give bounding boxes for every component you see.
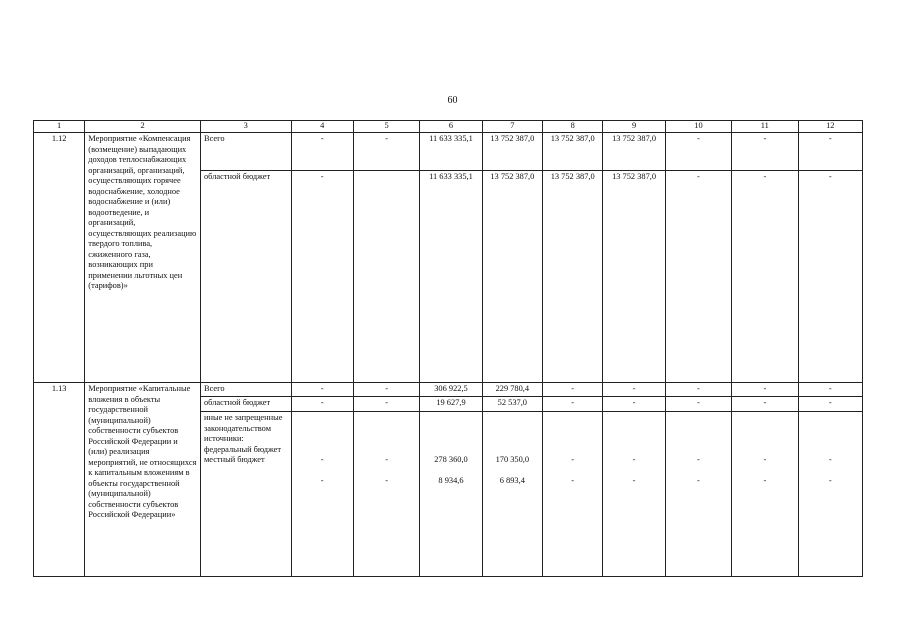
value-cell: -: [543, 397, 603, 412]
value-cell: -: [665, 171, 731, 383]
value-cell: -: [543, 383, 603, 397]
value-cell: 13 752 387,0: [543, 171, 603, 383]
funding-source: областной бюджет: [200, 171, 291, 383]
value-local: 8 934,6: [438, 475, 464, 485]
value-cell: -: [291, 171, 353, 383]
funding-table: [33, 120, 863, 577]
value-cell: 13 752 387,0: [603, 171, 665, 383]
page-number: 60: [447, 95, 458, 106]
value-cell: [732, 412, 798, 577]
value-cell: 13 752 387,0: [543, 133, 603, 171]
value-cell: 13 752 387,0: [603, 133, 665, 171]
value-federal: -: [763, 455, 767, 464]
header-cell: 8: [543, 121, 603, 133]
header-cell: 5: [353, 121, 419, 133]
value-local: -: [697, 475, 700, 485]
value-local: 6 893,4: [499, 475, 525, 485]
value-cell: 11 633 335,1: [420, 171, 482, 383]
value-federal: -: [828, 455, 832, 464]
table-row: [34, 383, 863, 397]
value-local: -: [320, 475, 324, 485]
header-cell: 11: [732, 121, 798, 133]
value-cell: -: [291, 133, 353, 171]
value-local: -: [632, 475, 636, 485]
item-number: 1.13: [34, 383, 85, 577]
value-cell: -: [353, 397, 419, 412]
item-name: Мероприятие «Компенсация (возмещение) выпадающих доходов теплоснабжающих организаций, организаций, осуществляющих горячее водоснабжение, холодное водоснабжение и (или) водоотведение, и организаций, осуществляющих реализацию твердого топлива, сжиженного газа, возникающих при применении льготных цен (тарифов)»: [85, 133, 201, 383]
header-cell: 3: [200, 121, 291, 133]
value-cell: [603, 412, 665, 577]
header-cell: 6: [420, 121, 482, 133]
value-local: -: [828, 475, 832, 485]
header-cell: 12: [798, 121, 862, 133]
value-cell: -: [291, 397, 353, 412]
value-local: -: [385, 475, 388, 485]
value-cell: -: [291, 383, 353, 397]
header-cell: 1: [34, 121, 85, 133]
value-federal: 170 350,0: [495, 455, 530, 464]
value-local: -: [763, 475, 767, 485]
value-cell: -: [732, 383, 798, 397]
header-cell: 4: [291, 121, 353, 133]
value-cell: 11 633 335,1: [420, 133, 482, 171]
value-cell: [291, 412, 353, 577]
value-federal: 278 360,0: [434, 455, 468, 464]
value-cell: [482, 412, 542, 577]
funding-source: Всего: [200, 383, 291, 397]
value-cell: -: [353, 383, 419, 397]
item-name: Мероприятие «Капитальные вложения в объекты государственной (муниципальной) собственности субъектов Российской Федерации и (или) реализация мероприятий, не относящихся к капитальным вложениям в объекты государственной (муниципальной) собственности субъектов Российской Федерации»: [85, 383, 201, 577]
value-cell: -: [798, 171, 862, 383]
value-cell: -: [732, 397, 798, 412]
value-local: -: [571, 475, 575, 485]
value-cell: [353, 171, 419, 383]
value-cell: -: [353, 133, 419, 171]
value-cell: [543, 412, 603, 577]
value-cell: 306 922,5: [420, 383, 482, 397]
value-cell: 19 627,9: [420, 397, 482, 412]
value-cell: [420, 412, 482, 577]
value-cell: -: [603, 397, 665, 412]
value-federal: -: [697, 455, 700, 464]
value-cell: -: [798, 383, 862, 397]
header-cell: 2: [85, 121, 201, 133]
header-cell: 7: [482, 121, 542, 133]
value-cell: -: [665, 397, 731, 412]
value-federal: -: [385, 455, 388, 464]
value-cell: -: [732, 171, 798, 383]
value-cell: 52 537,0: [482, 397, 542, 412]
header-cell: 9: [603, 121, 665, 133]
value-cell: 13 752 387,0: [482, 133, 542, 171]
funding-source-group: [200, 412, 291, 577]
header-cell: 10: [665, 121, 731, 133]
funding-source: местный бюджет: [203, 455, 265, 464]
item-number: 1.12: [34, 133, 85, 383]
value-federal: -: [632, 455, 636, 464]
value-federal: -: [320, 455, 324, 464]
value-cell: -: [603, 383, 665, 397]
value-cell: [353, 412, 419, 577]
header-row: [34, 121, 863, 133]
value-cell: -: [732, 133, 798, 171]
value-cell: [798, 412, 862, 577]
value-cell: 229 780,4: [482, 383, 542, 397]
table-row: [34, 133, 863, 171]
value-federal: -: [571, 455, 575, 464]
value-cell: -: [798, 133, 862, 171]
value-cell: [665, 412, 731, 577]
funding-source: федеральный бюджет: [203, 444, 282, 454]
funding-source: областной бюджет: [200, 397, 291, 412]
funding-source: Всего: [200, 133, 291, 171]
value-cell: -: [665, 383, 731, 397]
other-sources-label: иные не запрещенные законодательством источники:: [203, 413, 283, 443]
value-cell: -: [798, 397, 862, 412]
value-cell: -: [665, 133, 731, 171]
value-cell: 13 752 387,0: [482, 171, 542, 383]
